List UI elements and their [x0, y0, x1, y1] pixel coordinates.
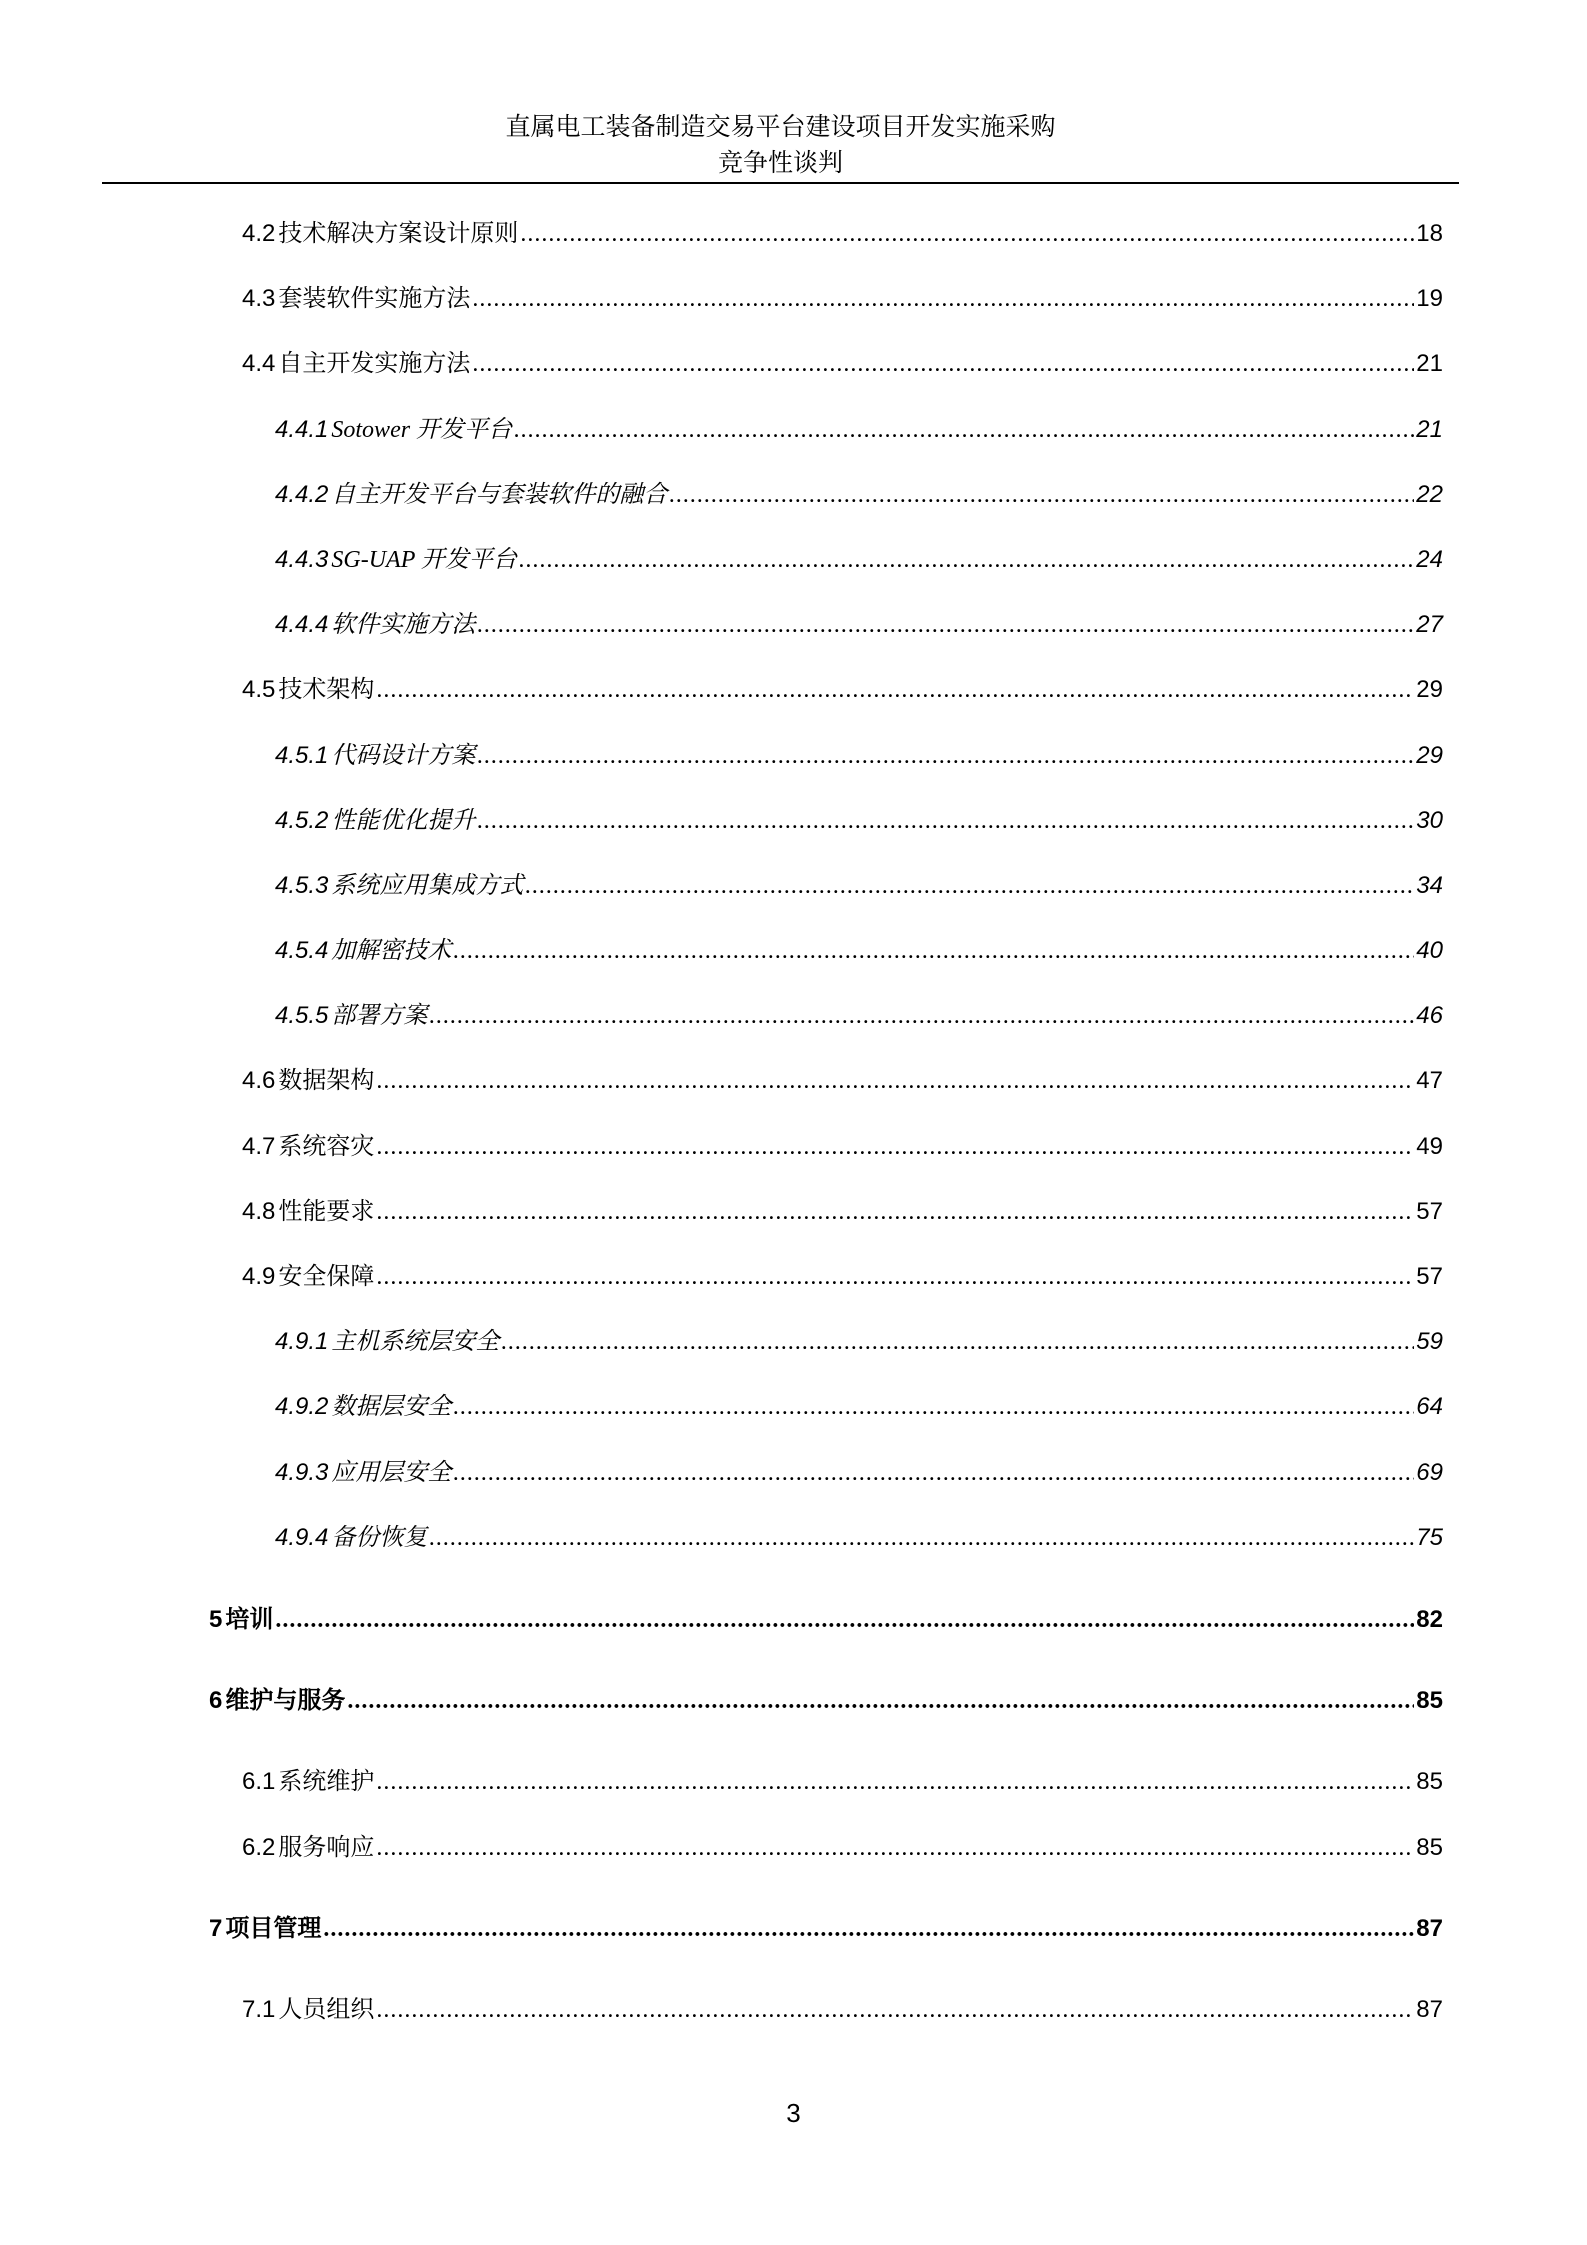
toc-dot-leader [429, 1518, 1414, 1558]
toc-entry-title: 套装软件实施方法 [278, 286, 471, 312]
toc-entry-title: 部署方案 [331, 1003, 428, 1029]
toc-entry-number: 6.2 [242, 1834, 276, 1861]
toc-entry-number: 6 [209, 1687, 223, 1714]
toc-entry-number: 4.4 [242, 350, 276, 377]
toc-entry-title: 加解密技术 [331, 938, 452, 964]
toc-entry-number: 4.9.3 [275, 1459, 329, 1486]
toc-entry-title: 技术解决方案设计原则 [278, 221, 519, 247]
toc-entry-title: 项目管理 [225, 1916, 322, 1942]
toc-entry-title: 性能优化提升 [331, 808, 476, 834]
toc-entry-title: 服务响应 [278, 1835, 375, 1861]
toc-entry[interactable] [275, 410, 1443, 450]
toc-entry-number: 5 [209, 1606, 223, 1633]
toc-dot-leader [477, 605, 1414, 645]
toc-entry[interactable] [275, 931, 1443, 971]
toc-dot-leader [376, 1828, 1414, 1868]
toc-dot-leader [453, 931, 1414, 971]
toc-dot-leader [520, 214, 1414, 254]
toc-entry[interactable] [242, 214, 1443, 254]
toc-entry-number: 4.5 [242, 676, 276, 703]
toc-entry-page: 21 [1416, 416, 1443, 443]
toc-entry-page: 64 [1416, 1393, 1443, 1420]
toc-entry-page: 29 [1416, 676, 1443, 703]
toc-entry[interactable] [242, 279, 1443, 319]
toc-entry-page: 82 [1416, 1606, 1443, 1633]
toc-entry-title: 性能要求 [278, 1199, 375, 1225]
toc-entry-page: 57 [1416, 1263, 1443, 1290]
toc-entry-title: 数据层安全 [331, 1394, 452, 1420]
toc-entry-page: 75 [1416, 1524, 1443, 1551]
toc-entry-page: 30 [1416, 807, 1443, 834]
toc-entry-number: 4.6 [242, 1067, 276, 1094]
toc-entry[interactable] [275, 801, 1443, 841]
toc-entry-page: 21 [1416, 350, 1443, 377]
toc-entry-title: 代码设计方案 [331, 743, 476, 769]
toc-entry[interactable] [275, 1387, 1443, 1427]
toc-entry-title: 人员组织 [278, 1997, 375, 2023]
toc-dot-leader [501, 1322, 1414, 1362]
toc-dot-leader [376, 1127, 1414, 1167]
toc-entry-title: 技术架构 [278, 677, 375, 703]
toc-entry-number: 4.4.4 [275, 611, 329, 638]
toc-entry-number: 4.4.3 [275, 546, 329, 573]
toc-entry-title: Sotower 开发平台 [331, 417, 513, 443]
toc-entry-page: 19 [1416, 285, 1443, 312]
toc-entry-title: 维护与服务 [225, 1688, 346, 1714]
toc-entry[interactable] [242, 1828, 1443, 1868]
toc-entry-number: 4.5.1 [275, 742, 329, 769]
toc-dot-leader [477, 801, 1414, 841]
toc-entry[interactable] [242, 1192, 1443, 1232]
toc-entry-title: 软件实施方法 [331, 612, 476, 638]
toc-entry-title: 培训 [225, 1607, 274, 1633]
toc-entry[interactable] [242, 1762, 1443, 1802]
toc-entry-page: 69 [1416, 1459, 1443, 1486]
toc-entry[interactable] [275, 736, 1443, 776]
toc-entry-title: 系统应用集成方式 [331, 873, 524, 899]
toc-entry-page: 59 [1416, 1328, 1443, 1355]
toc-entry-title: 系统容灾 [278, 1134, 375, 1160]
toc-entry-number: 4.9 [242, 1263, 276, 1290]
toc-entry-number: 7.1 [242, 1996, 276, 2023]
toc-entry-page: 34 [1416, 872, 1443, 899]
toc-entry-title: 数据架构 [278, 1068, 375, 1094]
toc-entry[interactable] [275, 1322, 1443, 1362]
toc-entry-page: 57 [1416, 1198, 1443, 1225]
toc-dot-leader [376, 1990, 1414, 2030]
toc-dot-leader [472, 344, 1414, 384]
toc-dot-leader [376, 1192, 1414, 1232]
toc-dot-leader [453, 1387, 1414, 1427]
toc-entry[interactable] [275, 1518, 1443, 1558]
toc-entry-title: 自主开发实施方法 [278, 351, 471, 377]
toc-dot-leader [323, 1909, 1414, 1949]
toc-dot-leader [669, 475, 1414, 515]
toc-dot-leader [477, 736, 1414, 776]
toc-entry[interactable] [242, 1061, 1443, 1101]
toc-dot-leader [514, 410, 1414, 450]
toc-entry-page: 46 [1416, 1002, 1443, 1029]
page-number: 3 [786, 2098, 801, 2128]
toc-entry-page: 22 [1416, 481, 1443, 508]
toc-entry-title: 安全保障 [278, 1264, 375, 1290]
toc-entry-page: 18 [1416, 220, 1443, 247]
toc-entry-number: 4.5.4 [275, 937, 329, 964]
toc-entry-title: SG-UAP 开发平台 [331, 547, 517, 573]
toc-dot-leader [376, 1061, 1414, 1101]
toc-entry[interactable] [242, 1127, 1443, 1167]
toc-entry-page: 87 [1416, 1915, 1443, 1942]
toc-entry-title: 系统维护 [278, 1769, 375, 1795]
toc-entry-number: 4.2 [242, 220, 276, 247]
toc-entry[interactable] [209, 1909, 1443, 1949]
toc-dot-leader [525, 866, 1414, 906]
toc-entry-number: 4.5.2 [275, 807, 329, 834]
toc-entry[interactable] [242, 670, 1443, 710]
toc-entry[interactable] [275, 475, 1443, 515]
toc-entry-page: 24 [1416, 546, 1443, 573]
toc-dot-leader [429, 996, 1414, 1036]
toc-entry-page: 49 [1416, 1133, 1443, 1160]
toc-entry-page: 85 [1416, 1834, 1443, 1861]
header-title: 直属电工装备制造交易平台建设项目开发实施采购 [505, 114, 1056, 141]
toc-entry-title: 备份恢复 [331, 1525, 428, 1551]
toc-entry[interactable] [242, 1257, 1443, 1297]
toc-entry-number: 4.9.4 [275, 1524, 329, 1551]
toc-entry[interactable] [275, 540, 1443, 580]
header-subtitle: 竞争性谈判 [717, 150, 843, 177]
toc-dot-leader [519, 540, 1414, 580]
toc-dot-leader [453, 1453, 1414, 1493]
toc-entry[interactable] [275, 996, 1443, 1036]
toc-entry-page: 85 [1416, 1687, 1443, 1714]
toc-dot-leader [472, 279, 1414, 319]
toc-entry-number: 4.5.5 [275, 1002, 329, 1029]
toc-entry[interactable] [209, 1681, 1443, 1721]
toc-dot-leader [376, 670, 1414, 710]
toc-entry-number: 4.7 [242, 1133, 276, 1160]
toc-entry[interactable] [242, 344, 1443, 384]
toc-entry[interactable] [275, 605, 1443, 645]
toc-entry[interactable] [275, 1453, 1443, 1493]
toc-entry[interactable] [209, 1600, 1443, 1640]
toc-entry-number: 4.4.2 [275, 481, 329, 508]
toc-entry-number: 4.5.3 [275, 872, 329, 899]
toc-dot-leader [347, 1681, 1414, 1721]
toc-entry-number: 4.9.1 [275, 1328, 329, 1355]
toc-entry-title: 应用层安全 [331, 1460, 452, 1486]
toc-entry-number: 7 [209, 1915, 223, 1942]
toc-entry-page: 29 [1416, 742, 1443, 769]
toc-entry[interactable] [275, 866, 1443, 906]
toc-entry-number: 4.8 [242, 1198, 276, 1225]
toc-entry-page: 27 [1416, 611, 1443, 638]
toc-entry-title: 自主开发平台与套装软件的融合 [331, 482, 668, 508]
toc-dot-leader [275, 1600, 1414, 1640]
toc-entry-page: 40 [1416, 937, 1443, 964]
toc-entry-number: 6.1 [242, 1768, 276, 1795]
toc-entry-number: 4.4.1 [275, 416, 329, 443]
toc-entry-page: 47 [1416, 1067, 1443, 1094]
toc-entry-title: 主机系统层安全 [331, 1329, 500, 1355]
toc-dot-leader [376, 1257, 1414, 1297]
toc-entry[interactable] [242, 1990, 1443, 2030]
toc-dot-leader [376, 1762, 1414, 1802]
toc-entry-number: 4.9.2 [275, 1393, 329, 1420]
toc-entry-number: 4.3 [242, 285, 276, 312]
toc-entry-page: 87 [1416, 1996, 1443, 2023]
toc-entry-page: 85 [1416, 1768, 1443, 1795]
